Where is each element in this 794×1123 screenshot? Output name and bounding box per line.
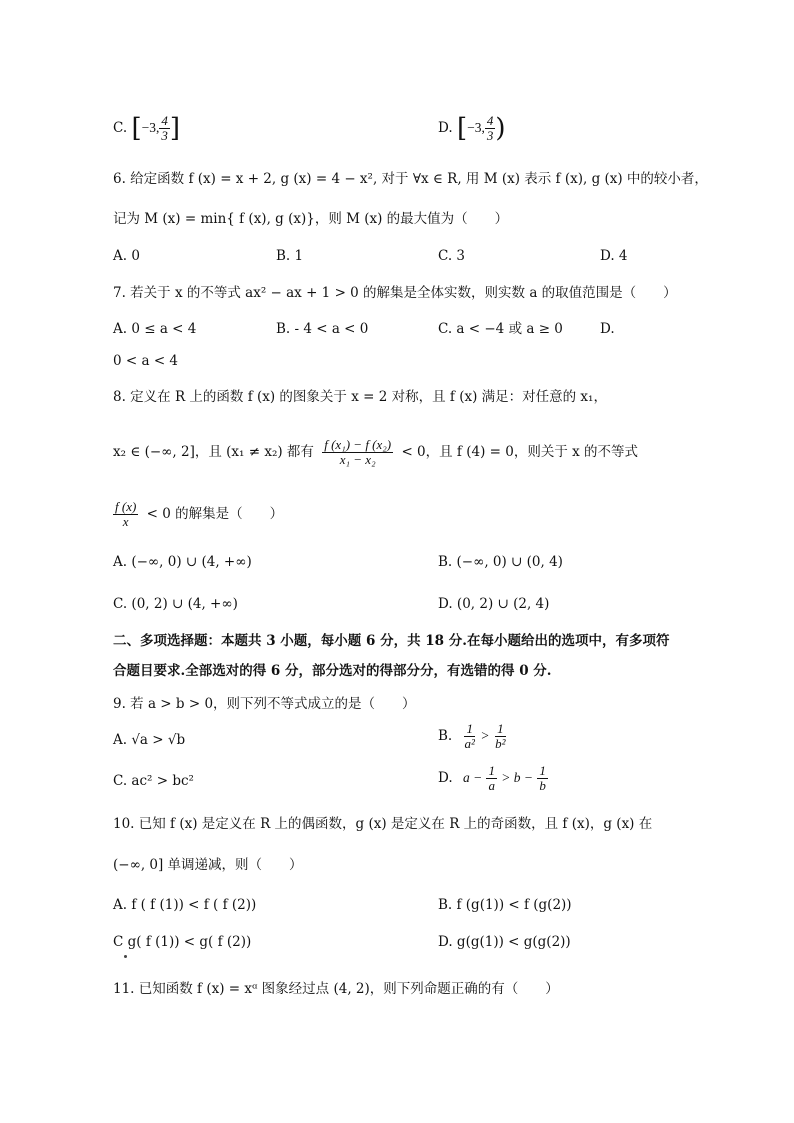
numerator: 1 — [497, 721, 504, 736]
q7-stem: 7. 若关于 x 的不等式 ax² − ax + 1 > 0 的解集是全体实数，则实数 a 的取值范围是（ ） — [113, 285, 677, 301]
q7-option-d-value: 0 < a < 4 — [113, 353, 179, 369]
numerator: 1 — [539, 763, 546, 778]
q9-option-d — [438, 764, 548, 793]
q9-option-b — [438, 722, 508, 751]
denominator: x — [122, 514, 129, 529]
q9-stem: 9. 若 a > b > 0，则下列不等式成立的是（ ） — [113, 696, 416, 712]
q8-stem-line3 — [113, 500, 283, 529]
q8-option-d: D. (0, 2) ∪ (2, 4) — [438, 596, 550, 612]
option-value: −3, — [467, 120, 485, 135]
denominator: b — [539, 778, 546, 793]
bracket-left: [ — [456, 113, 468, 144]
fraction — [159, 114, 170, 143]
q9-option-a: A. √a > √b — [113, 732, 186, 748]
q8-text-part: x₂ ∈ (−∞, 2]，且 (x₁ ≠ x₂) 都有 — [113, 444, 314, 460]
q8-option-c: C. (0, 2) ∪ (4, +∞) — [113, 596, 238, 612]
greater-than: > — [481, 728, 489, 743]
bracket-right: ] — [169, 113, 180, 144]
numerator: 1 — [466, 721, 473, 736]
numerator: 4 — [161, 113, 168, 128]
option-label: C. — [113, 120, 128, 136]
q8-text-part: < 0 的解集是（ ） — [146, 506, 284, 522]
q6-option-a: A. 0 — [113, 248, 140, 264]
q6-option-d: D. 4 — [600, 248, 628, 264]
q8-text-part: < 0，且 f (4) = 0，则关于 x 的不等式 — [401, 444, 639, 460]
denominator: b² — [495, 736, 506, 751]
fraction — [463, 722, 477, 751]
q6-option-b: B. 1 — [276, 248, 304, 264]
denominator: x₁ − x₂ — [339, 452, 376, 467]
q10-stem-line1: 10. 已知 f (x) 是定义在 R 上的偶函数，g (x) 是定义在 R 上的奇函数，且 f (x)，g (x) 在 — [113, 816, 653, 832]
q11-stem: 11. 已知函数 f (x) = xᵅ 图象经过点 (4, 2)，则下列命题正确的有（ ） — [113, 981, 559, 997]
numerator: f (x₁) − f (x₂) — [324, 437, 392, 452]
q10-option-d: D. g(g(1)) < g(g(2)) — [438, 934, 571, 950]
q7-option-a: A. 0 ≤ a < 4 — [113, 321, 197, 337]
q7-option-c: C. a < −4 或 a ≥ 0 — [438, 321, 563, 337]
q6-stem-line1: 6. 给定函数 f (x) = x + 2, g (x) = 4 − x², 对于 ∀x ∈ R, 用 M (x) 表示 f (x), g (x) 中的较小者， — [113, 171, 708, 187]
numerator: 4 — [486, 113, 494, 128]
bracket-left: [ — [131, 113, 142, 144]
section-2-heading-line1: 二、多项选择题：本题共 3 小题，每小题 6 分，共 18 分.在每小题给出的选项中，有多项符 — [113, 633, 670, 649]
fraction — [486, 764, 497, 793]
expression-part: a − — [462, 770, 483, 785]
q8-stem-line1: 8. 定义在 R 上的函数 f (x) 的图象关于 x = 2 对称，且 f (x) 满足：对任意的 x₁， — [113, 389, 607, 405]
q10-option-b: B. f (g(1)) < f (g(2)) — [438, 897, 572, 913]
q9-option-c: C. ac² > bc² — [113, 773, 194, 789]
q8-fraction — [113, 500, 138, 529]
denominator: 3 — [161, 128, 168, 143]
fraction — [485, 114, 496, 143]
q5-option-c — [113, 114, 180, 143]
expression-part: > b − — [501, 770, 534, 785]
option-label: D. — [438, 120, 453, 136]
fraction — [537, 764, 548, 793]
q8-stem-line2 — [113, 438, 638, 467]
option-label: D. — [438, 770, 453, 786]
fraction — [493, 722, 507, 751]
q10-option-a: A. f ( f (1)) < f ( f (2)) — [113, 897, 257, 913]
paren-right: ) — [495, 113, 506, 144]
q10-option-c: C g( f (1)) < g( f (2)) — [113, 934, 252, 950]
numerator: f (x) — [115, 499, 137, 514]
q5-option-d — [438, 114, 506, 143]
q10-stem-line2: (−∞, 0] 单调递减，则（ ） — [113, 857, 303, 873]
q6-stem-line2: 记为 M (x) = min{ f (x), g (x)}，则 M (x) 的最大值为（ ） — [113, 211, 509, 227]
q7-option-d: D. — [600, 321, 615, 337]
denominator: a — [488, 778, 495, 793]
q8-option-b: B. (−∞, 0) ∪ (0, 4) — [438, 554, 563, 570]
q8-fraction — [322, 438, 393, 467]
q6-option-c: C. 3 — [438, 248, 466, 264]
stray-dot — [124, 955, 127, 958]
q8-option-a: A. (−∞, 0) ∪ (4, +∞) — [113, 554, 252, 570]
numerator: 1 — [488, 763, 495, 778]
option-label: B. — [438, 728, 453, 744]
section-2-heading-line2: 合题目要求.全部选对的得 6 分，部分选对的得部分分，有选错的得 0 分. — [113, 663, 552, 679]
option-value: −3, — [141, 120, 160, 135]
denominator: a² — [464, 736, 475, 751]
denominator: 3 — [486, 128, 494, 143]
q7-option-b: B. - 4 < a < 0 — [276, 321, 369, 337]
